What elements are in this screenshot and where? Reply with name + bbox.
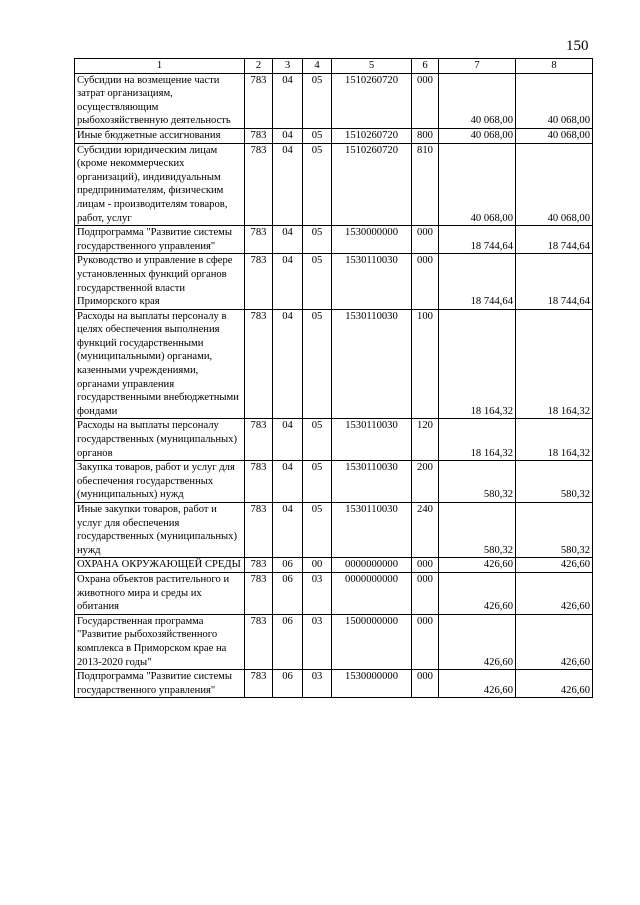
cell-target-article: 1510260720 (332, 73, 412, 128)
cell-amount-7: 426,60 (439, 614, 516, 669)
cell-amount-8: 40 068,00 (516, 143, 593, 226)
cell-subsection: 05 (303, 226, 332, 254)
row-label: Государственная программа "Развитие рыбохозяйственного комплекса в Приморском крае на 2013-2020 годы" (75, 614, 245, 669)
cell-amount-7: 426,60 (439, 670, 516, 698)
row-label: Охрана объектов растительного и животного мира и среды их обитания (75, 572, 245, 614)
cell-amount-8: 426,60 (516, 558, 593, 573)
cell-expense-type: 100 (412, 309, 439, 419)
cell-amount-7: 580,32 (439, 503, 516, 558)
header-cell: 4 (303, 59, 332, 74)
cell-amount-8: 18 164,32 (516, 419, 593, 461)
cell-admin-code: 783 (245, 558, 273, 573)
header-cell: 1 (75, 59, 245, 74)
table-row (75, 309, 593, 419)
table-row (75, 558, 593, 573)
cell-subsection: 05 (303, 143, 332, 226)
cell-subsection: 05 (303, 73, 332, 128)
cell-target-article: 1530000000 (332, 670, 412, 698)
cell-amount-8: 40 068,00 (516, 73, 593, 128)
cell-subsection: 05 (303, 254, 332, 309)
cell-expense-type: 000 (412, 73, 439, 128)
cell-amount-8: 426,60 (516, 614, 593, 669)
cell-target-article: 1500000000 (332, 614, 412, 669)
cell-admin-code: 783 (245, 614, 273, 669)
cell-section: 04 (273, 419, 303, 461)
cell-admin-code: 783 (245, 226, 273, 254)
row-label: Субсидии на возмещение части затрат организациям, осуществляющим рыбохозяйственную деятельность (75, 73, 245, 128)
cell-section: 04 (273, 461, 303, 503)
header-cell: 6 (412, 59, 439, 74)
cell-subsection: 05 (303, 503, 332, 558)
cell-target-article: 1530110030 (332, 419, 412, 461)
row-label: Иные бюджетные ассигнования (75, 128, 245, 143)
cell-expense-type: 000 (412, 572, 439, 614)
cell-expense-type: 000 (412, 558, 439, 573)
cell-admin-code: 783 (245, 419, 273, 461)
cell-expense-type: 000 (412, 254, 439, 309)
cell-admin-code: 783 (245, 670, 273, 698)
cell-amount-7: 18 164,32 (439, 419, 516, 461)
cell-subsection: 03 (303, 614, 332, 669)
cell-amount-7: 426,60 (439, 572, 516, 614)
cell-subsection: 00 (303, 558, 332, 573)
cell-expense-type: 800 (412, 128, 439, 143)
cell-amount-8: 426,60 (516, 572, 593, 614)
row-label: Подпрограмма "Развитие системы государственного управления" (75, 670, 245, 698)
header-cell: 3 (273, 59, 303, 74)
cell-section: 04 (273, 254, 303, 309)
table-row (75, 419, 593, 461)
cell-expense-type: 000 (412, 614, 439, 669)
row-label: Руководство и управление в сфере установленных функций органов государственной власти Приморского края (75, 254, 245, 309)
cell-target-article: 0000000000 (332, 558, 412, 573)
table-row (75, 670, 593, 698)
header-cell: 8 (516, 59, 593, 74)
cell-target-article: 1530110030 (332, 254, 412, 309)
cell-admin-code: 783 (245, 254, 273, 309)
cell-section: 04 (273, 226, 303, 254)
cell-expense-type: 000 (412, 226, 439, 254)
cell-target-article: 1510260720 (332, 143, 412, 226)
cell-amount-7: 18 744,64 (439, 226, 516, 254)
table-row (75, 128, 593, 143)
cell-amount-7: 18 744,64 (439, 254, 516, 309)
cell-section: 04 (273, 128, 303, 143)
cell-amount-8: 580,32 (516, 461, 593, 503)
cell-amount-8: 18 744,64 (516, 254, 593, 309)
row-label: Расходы на выплаты персоналу в целях обеспечения выполнения функций государственными (муниципальными) органами, казенными учреждениями, органами управления государственными внебюджетными фондами (75, 309, 245, 419)
cell-subsection: 05 (303, 128, 332, 143)
cell-target-article: 1530110030 (332, 503, 412, 558)
cell-target-article: 1530110030 (332, 461, 412, 503)
header-cell: 2 (245, 59, 273, 74)
header-cell: 7 (439, 59, 516, 74)
cell-subsection: 03 (303, 572, 332, 614)
row-label: Подпрограмма "Развитие системы государственного управления" (75, 226, 245, 254)
cell-target-article: 1530000000 (332, 226, 412, 254)
header-cell: 5 (332, 59, 412, 74)
cell-section: 04 (273, 503, 303, 558)
cell-expense-type: 200 (412, 461, 439, 503)
table-row (75, 461, 593, 503)
table-row (75, 614, 593, 669)
cell-amount-7: 18 164,32 (439, 309, 516, 419)
row-label: Расходы на выплаты персоналу государственных (муниципальных) органов (75, 419, 245, 461)
cell-section: 04 (273, 143, 303, 226)
cell-amount-8: 18 164,32 (516, 309, 593, 419)
cell-amount-7: 426,60 (439, 558, 516, 573)
table-row (75, 143, 593, 226)
cell-amount-7: 40 068,00 (439, 128, 516, 143)
cell-amount-7: 40 068,00 (439, 143, 516, 226)
row-label: Субсидии юридическим лицам (кроме некоммерческих организаций), индивидуальным предпринимателям, физическим лицам - производителям товаров, работ, услуг (75, 143, 245, 226)
table-row (75, 73, 593, 128)
cell-subsection: 05 (303, 309, 332, 419)
cell-section: 06 (273, 558, 303, 573)
cell-section: 04 (273, 309, 303, 419)
cell-amount-8: 40 068,00 (516, 128, 593, 143)
cell-target-article: 1510260720 (332, 128, 412, 143)
cell-amount-8: 580,32 (516, 503, 593, 558)
cell-admin-code: 783 (245, 128, 273, 143)
cell-expense-type: 000 (412, 670, 439, 698)
table-row (75, 254, 593, 309)
cell-target-article: 1530110030 (332, 309, 412, 419)
cell-section: 06 (273, 614, 303, 669)
cell-subsection: 05 (303, 461, 332, 503)
table-row (75, 226, 593, 254)
cell-section: 06 (273, 572, 303, 614)
table-row (75, 503, 593, 558)
cell-admin-code: 783 (245, 143, 273, 226)
page-number: 150 (566, 38, 589, 54)
row-label: ОХРАНА ОКРУЖАЮЩЕЙ СРЕДЫ (75, 558, 245, 573)
cell-expense-type: 810 (412, 143, 439, 226)
cell-subsection: 05 (303, 419, 332, 461)
cell-subsection: 03 (303, 670, 332, 698)
cell-amount-8: 426,60 (516, 670, 593, 698)
cell-admin-code: 783 (245, 309, 273, 419)
cell-amount-7: 580,32 (439, 461, 516, 503)
cell-expense-type: 120 (412, 419, 439, 461)
cell-admin-code: 783 (245, 73, 273, 128)
cell-target-article: 0000000000 (332, 572, 412, 614)
cell-amount-8: 18 744,64 (516, 226, 593, 254)
row-label: Иные закупки товаров, работ и услуг для обеспечения государственных (муниципальных) нужд (75, 503, 245, 558)
row-label: Закупка товаров, работ и услуг для обеспечения государственных (муниципальных) нужд (75, 461, 245, 503)
cell-expense-type: 240 (412, 503, 439, 558)
cell-admin-code: 783 (245, 503, 273, 558)
cell-section: 06 (273, 670, 303, 698)
budget-table (74, 58, 593, 698)
table-row (75, 572, 593, 614)
cell-section: 04 (273, 73, 303, 128)
cell-admin-code: 783 (245, 572, 273, 614)
cell-amount-7: 40 068,00 (439, 73, 516, 128)
cell-admin-code: 783 (245, 461, 273, 503)
header-row (75, 59, 593, 74)
